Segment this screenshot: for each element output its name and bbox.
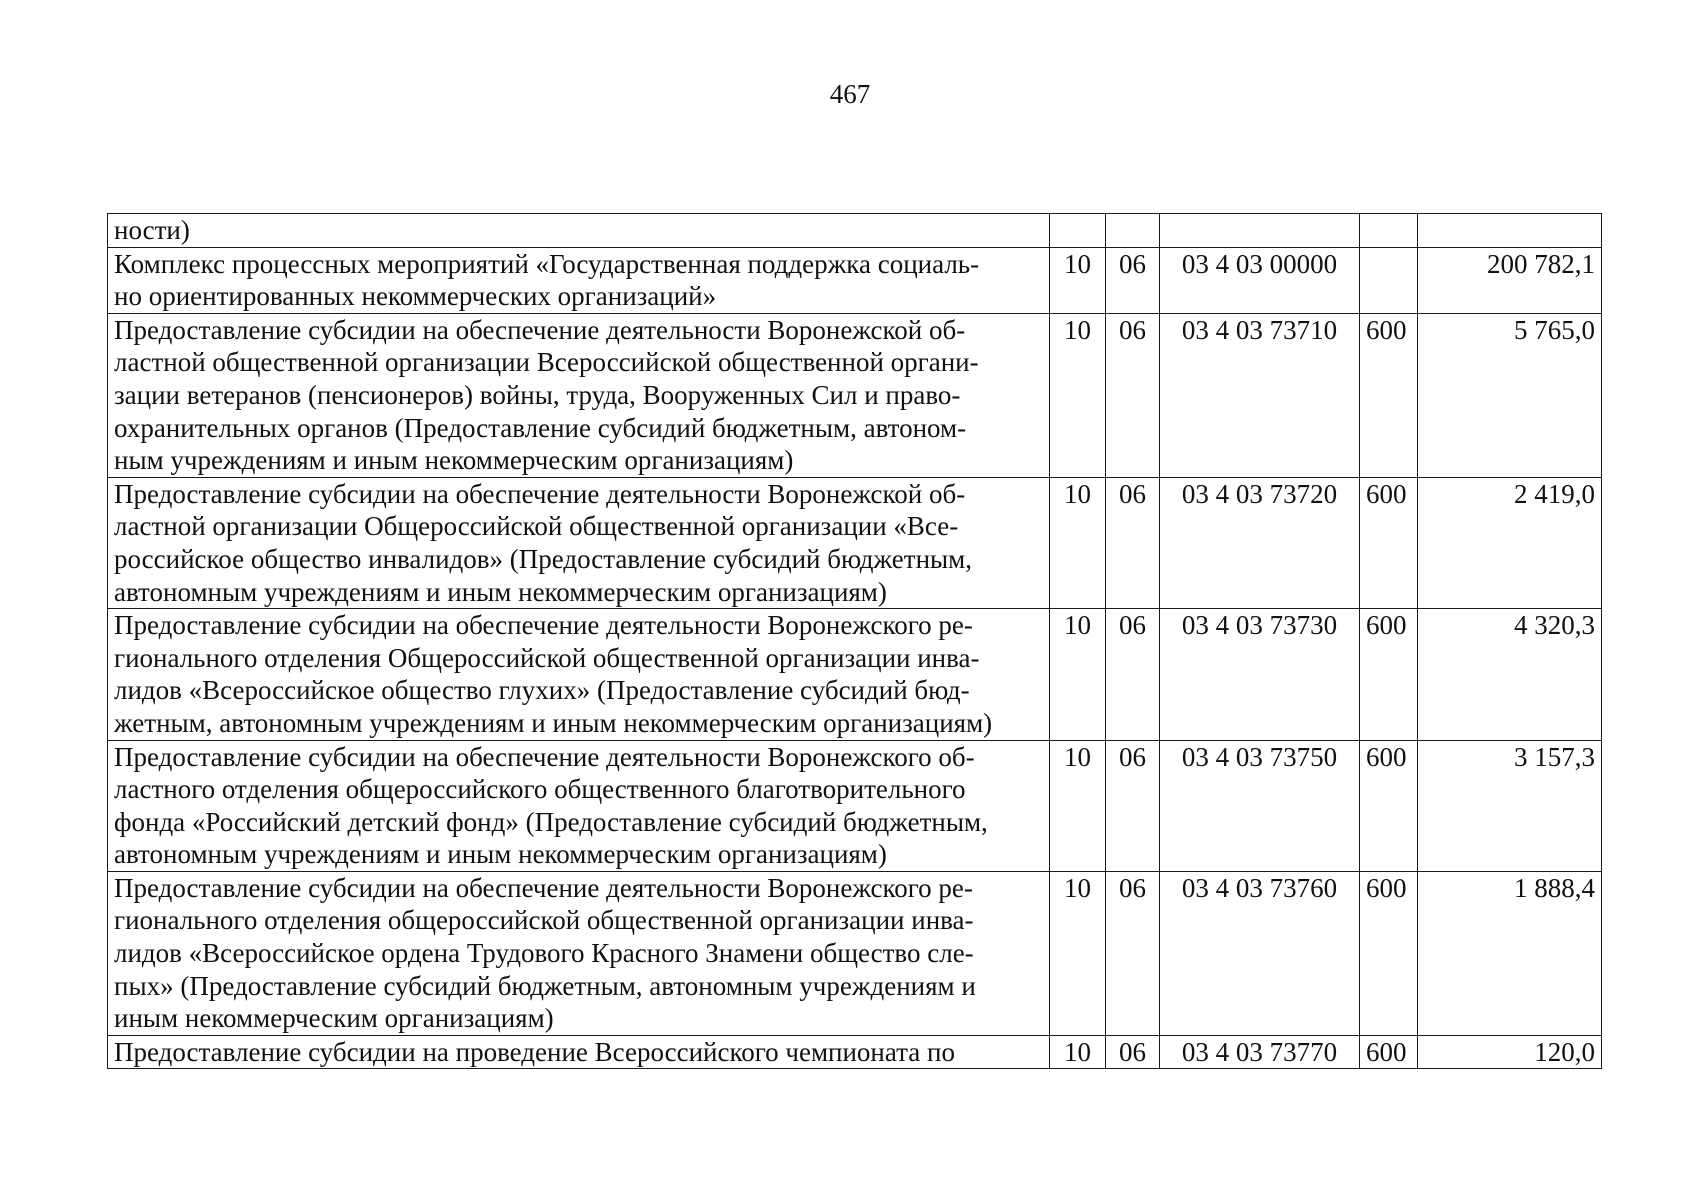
expense-name-line: Предоставление субсидии на обеспечение деятельности Воронежского ре- [114, 610, 973, 641]
expense-name-line: Комплекс процессных мероприятий «Государственная поддержка социаль- [114, 248, 980, 279]
expense-name-line: ластного отделения общероссийского общественного благотворительного [114, 774, 966, 805]
page-number: 467 [829, 79, 871, 109]
expense-name-cell [108, 477, 1050, 608]
table-row [108, 247, 1602, 313]
expense-name-line: Предоставление субсидии на проведение Всероссийского чемпионата по [114, 1036, 955, 1067]
expense-name-line: Предоставление субсидии на обеспечение деятельности Воронежской об- [114, 478, 966, 509]
section-code-cell: 10 [1050, 609, 1106, 740]
section-code-cell: 10 [1050, 740, 1106, 871]
subsection-code-cell: 06 [1106, 609, 1160, 740]
expense-type-cell: 600 [1360, 609, 1418, 740]
expense-name-line: ластной организации Общероссийской общественной организации «Все- [114, 511, 959, 542]
budget-table-body [108, 214, 1602, 1069]
target-item-cell: 03 4 03 73730 [1160, 609, 1360, 740]
budget-table [107, 213, 1602, 1069]
expense-name-line: автономным учреждениям и иным некоммерческим организациям) [114, 839, 887, 870]
expense-name-line: гионального отделения Общероссийской общественной организации инва- [114, 642, 980, 673]
target-item-cell: 03 4 03 00000 [1160, 247, 1360, 313]
section-code-cell: 10 [1050, 247, 1106, 313]
expense-name-line: автономным учреждениям и иным некоммерческим организациям) [114, 576, 887, 607]
subsection-code-cell: 06 [1106, 740, 1160, 871]
expense-name-cell [108, 313, 1050, 477]
expense-name-line: фонда «Российский детский фонд» (Предоставление субсидий бюджетным, [114, 806, 988, 837]
table-row [108, 313, 1602, 477]
expense-name-cell [108, 247, 1050, 313]
expense-name-line: ластной общественной организации Всероссийской общественной органи- [114, 347, 979, 378]
subsection-code-cell [1106, 214, 1160, 248]
amount-cell: 5 765,0 [1418, 313, 1602, 477]
expense-name-line: Предоставление субсидии на обеспечение деятельности Воронежской об- [114, 314, 966, 345]
expense-name-cell [108, 1035, 1050, 1069]
amount-cell: 120,0 [1418, 1035, 1602, 1069]
expense-name-line: ности) [114, 215, 190, 245]
expense-name-line: охранительных органов (Предоставление субсидий бюджетным, автоном- [114, 412, 967, 443]
section-code-cell: 10 [1050, 1035, 1106, 1069]
table-row [108, 740, 1602, 871]
section-code-cell: 10 [1050, 313, 1106, 477]
target-item-cell: 03 4 03 73750 [1160, 740, 1360, 871]
expense-type-cell [1360, 214, 1418, 248]
target-item-cell: 03 4 03 73720 [1160, 477, 1360, 608]
expense-type-cell: 600 [1360, 477, 1418, 608]
table-row [108, 214, 1602, 248]
expense-type-cell: 600 [1360, 740, 1418, 871]
expense-name-line: российское общество инвалидов» (Предоставление субсидий бюджетным, [114, 543, 973, 574]
expense-name-line: жетным, автономным учреждениям и иным некоммерческим организациям) [114, 707, 993, 738]
table-row [108, 1035, 1602, 1069]
expense-name-line: но ориентированных некоммерческих организаций» [114, 281, 717, 312]
expense-type-cell [1360, 247, 1418, 313]
expense-name-line: лидов «Всероссийское ордена Трудового Красного Знамени общество сле- [114, 938, 974, 969]
expense-type-cell: 600 [1360, 313, 1418, 477]
amount-cell: 200 782,1 [1418, 247, 1602, 313]
expense-name-line: Предоставление субсидии на обеспечение деятельности Воронежского ре- [114, 872, 973, 903]
expense-name-line: пых» (Предоставление субсидий бюджетным, автономным учреждениям и [114, 970, 976, 1001]
expense-name-cell [108, 740, 1050, 871]
table-row [108, 477, 1602, 608]
subsection-code-cell: 06 [1106, 247, 1160, 313]
section-code-cell: 10 [1050, 477, 1106, 608]
expense-name-line: лидов «Всероссийское общество глухих» (Предоставление субсидий бюд- [114, 675, 970, 706]
expense-name-line: ным учреждениям и иным некоммерческим организациям) [114, 445, 794, 476]
amount-cell: 4 320,3 [1418, 609, 1602, 740]
expense-name-cell [108, 214, 1050, 248]
target-item-cell: 03 4 03 73710 [1160, 313, 1360, 477]
amount-cell: 2 419,0 [1418, 477, 1602, 608]
expense-name-cell [108, 871, 1050, 1035]
subsection-code-cell: 06 [1106, 871, 1160, 1035]
expense-name-line: гионального отделения общероссийской общественной организации инва- [114, 905, 974, 936]
amount-cell: 1 888,4 [1418, 871, 1602, 1035]
expense-name-line: Предоставление субсидии на обеспечение деятельности Воронежского об- [114, 741, 975, 772]
target-item-cell: 03 4 03 73760 [1160, 871, 1360, 1035]
expense-type-cell: 600 [1360, 871, 1418, 1035]
amount-cell [1418, 214, 1602, 248]
subsection-code-cell: 06 [1106, 477, 1160, 608]
expense-name-line: зации ветеранов (пенсионеров) войны, труда, Вооруженных Сил и право- [114, 379, 961, 410]
amount-cell: 3 157,3 [1418, 740, 1602, 871]
section-code-cell [1050, 214, 1106, 248]
section-code-cell: 10 [1050, 871, 1106, 1035]
expense-name-cell [108, 609, 1050, 740]
target-item-cell [1160, 214, 1360, 248]
subsection-code-cell: 06 [1106, 1035, 1160, 1069]
table-row [108, 609, 1602, 740]
expense-type-cell: 600 [1360, 1035, 1418, 1069]
table-row [108, 871, 1602, 1035]
target-item-cell: 03 4 03 73770 [1160, 1035, 1360, 1069]
subsection-code-cell: 06 [1106, 313, 1160, 477]
expense-name-line: иным некоммерческим организациям) [114, 1003, 554, 1034]
